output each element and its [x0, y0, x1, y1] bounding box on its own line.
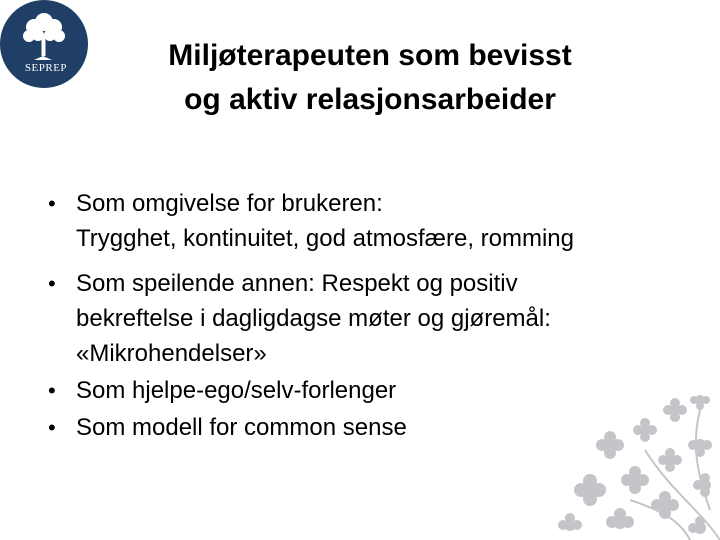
- bullet-1-line-1: Som omgivelse for brukeren:: [76, 190, 383, 217]
- bullet-marker: •: [48, 378, 56, 403]
- seprep-logo: [0, 0, 92, 92]
- bullet-4-line-1: Som modell for common sense: [76, 414, 407, 441]
- bullet-3-line-1: Som hjelpe-ego/selv-forlenger: [76, 377, 397, 404]
- bullet-item-1: [46, 186, 706, 256]
- bullet-marker: •: [48, 415, 56, 440]
- flower-decoration-icon: [550, 390, 720, 540]
- title-line-1: Miljøterapeuten som bevisst: [168, 39, 572, 72]
- slide-title: [100, 34, 640, 122]
- logo-text: SEPREP: [24, 62, 68, 74]
- bullet-marker: •: [48, 271, 56, 296]
- logo-badge: [0, 0, 92, 92]
- title-line-2: og aktiv relasjonsarbeider: [184, 83, 556, 116]
- bullet-2-line-1: Som speilende annen: Respekt og positiv: [76, 270, 518, 297]
- bullet-marker: •: [48, 191, 56, 216]
- bullet-1-line-2: Trygghet, kontinuitet, god atmosfære, romming: [76, 225, 574, 252]
- bullet-2-line-2: bekreftelse i dagligdagse møter og gjøremål:: [76, 305, 551, 332]
- bullet-item-2: [46, 266, 706, 371]
- bullet-2-line-3: «Mikrohendelser»: [76, 340, 267, 367]
